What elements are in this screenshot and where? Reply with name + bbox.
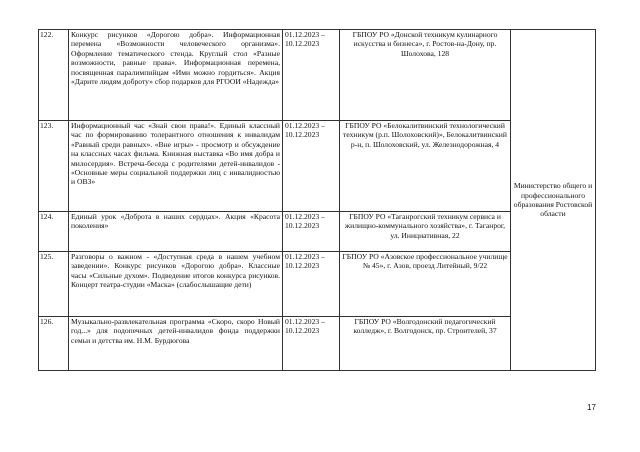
row-number: 125. — [39, 252, 69, 317]
date-end: 10.12.2023 — [285, 221, 320, 231]
table-row — [39, 30, 596, 121]
date-end: 10.12.2023 — [285, 39, 320, 49]
row-number: 123. — [39, 121, 69, 212]
date-end: 10.12.2023 — [285, 326, 320, 336]
organization: ГБПОУ РО «Белокалитвинский технологический техникум (р.п. Шолоховский)», Белокалитвинский р-н, п. Шолоховский, ул. Железнодорожная, 4 — [340, 121, 511, 212]
organization: ГБПОУ РО «Таганрогский техникум сервиса и жилищно-коммунального хозяйства», г. Таганрог, ул. Инициативная, 22 — [340, 212, 511, 252]
event-dates — [283, 252, 340, 317]
date-start: 01.12.2023 – — [285, 212, 325, 221]
row-number: 122. — [39, 30, 69, 121]
row-number: 126. — [39, 317, 69, 371]
event-dates — [283, 212, 340, 252]
event-description: Разговоры о важном - «Доступная среда в нашем учебном заведении». Конкурс рисунков «Дорогою добра». Классные часы «Сильные духом». Подведение итогов конкурса рисунков. Концерт театра-студии «Маска» (слабослышащие дети) — [69, 252, 283, 317]
date-start: 01.12.2023 – — [285, 317, 325, 326]
date-end: 10.12.2023 — [285, 261, 320, 271]
organization: ГБПОУ РО «Волгодонский педагогический колледж», г. Волгодонск, пр. Строителей, 37 — [340, 317, 511, 371]
row-number: 124. — [39, 212, 69, 252]
date-start: 01.12.2023 – — [285, 121, 325, 130]
organization: ГБПОУ РО «Донской техникум кулинарного искусства и бизнеса», г. Ростов-на-Дону, пр. Шолохова, 128 — [340, 30, 511, 121]
event-dates — [283, 317, 340, 371]
event-description: Информационный час «Знай свои права!». Единый классный час по формированию толерантного отношения к инвалидам «Равный среди равных». «Вне игры» - просмотр и обсуждение на классных часах фильма. Книжная выставка «Во имя добра и милосердия». Встреча-беседа с родителями детей-инвалидов - «Основные меры социальной поддержки лиц с инвалидностью и ОВЗ» — [69, 121, 283, 212]
event-description: Конкурс рисунков «Дорогою добра». Информационная перемена «Возможности человеческого организма». Оформление тематического стенда. Круглый стол «Разные возможности, равные права». Информационная перемена, посвященная паралимпийцам «Ими можно гордиться». Акция «Дарите людям доброту» сбор подарков для РГООИ «Надежда» — [69, 30, 283, 121]
page-number: 17 — [587, 403, 596, 412]
organization: ГБПОУ РО «Азовское профессиональное училище № 45», г. Азов, проезд Литейный, 9/22 — [340, 252, 511, 317]
date-start: 01.12.2023 – — [285, 252, 325, 261]
event-description: Музыкально-развлекательная программа «Скоро, скоро Новый год...» для подопечных детей-инвалидов фонда поддержки семьи и детства им. Н.М. Бурдюгова — [69, 317, 283, 371]
event-dates — [283, 30, 340, 121]
events-table — [38, 29, 596, 371]
event-dates — [283, 121, 340, 212]
event-description: Единый урок «Доброта в наших сердцах». Акция «Красота поколения» — [69, 212, 283, 252]
date-start: 01.12.2023 – — [285, 30, 325, 39]
date-end: 10.12.2023 — [285, 130, 320, 140]
ministry-cell: Министерство общего и профессионального образования Ростовской области — [511, 30, 596, 371]
